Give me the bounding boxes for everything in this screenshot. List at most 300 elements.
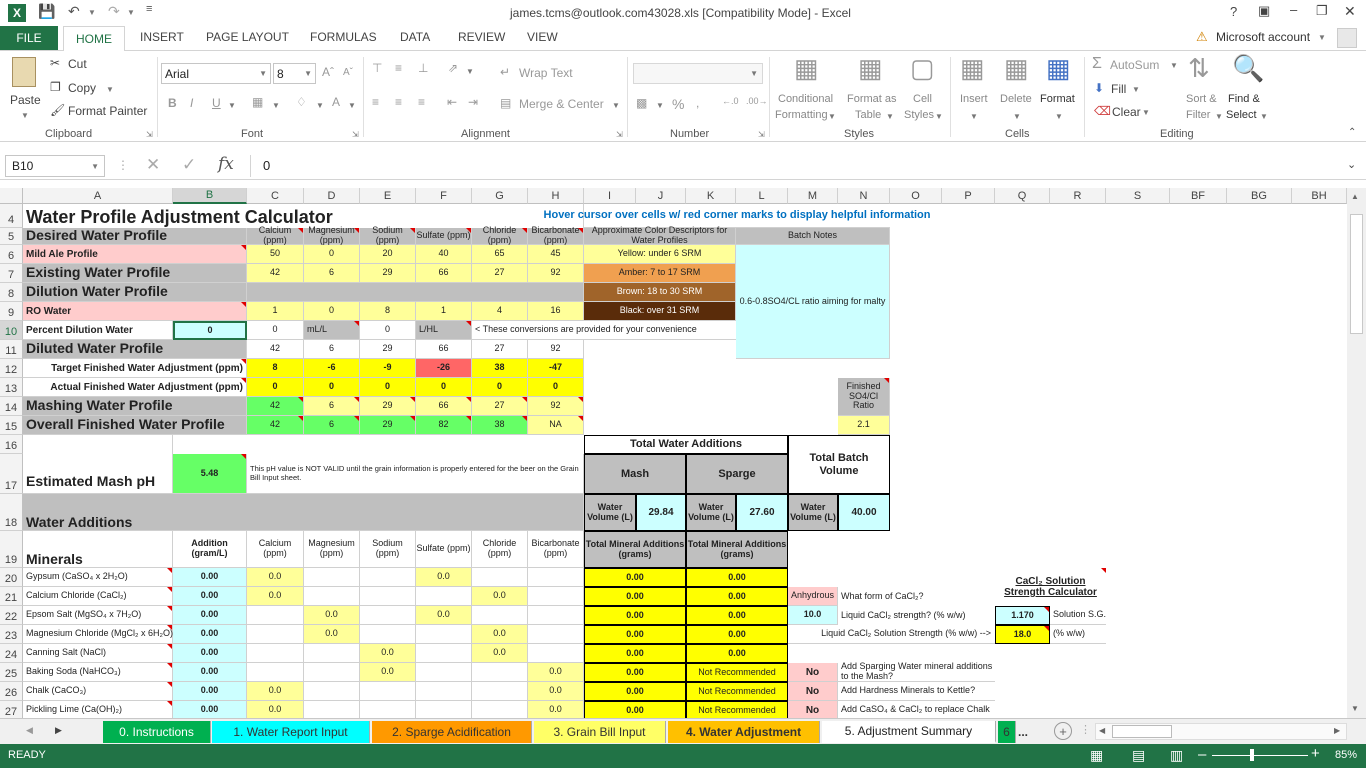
- option-no-toggle[interactable]: No: [788, 663, 838, 682]
- solution-sg-value[interactable]: 1.170: [995, 606, 1050, 625]
- column-header-n[interactable]: N: [838, 188, 890, 204]
- profile-value[interactable]: 27: [472, 340, 528, 359]
- row-header-27[interactable]: 27: [0, 701, 23, 720]
- mineral-addition-input[interactable]: 0.00: [173, 701, 247, 720]
- confirm-entry-icon[interactable]: ✓: [182, 155, 197, 174]
- mineral-sparge-total[interactable]: Not Recommended: [686, 701, 788, 720]
- close-icon[interactable]: ✕: [1344, 3, 1356, 19]
- font-launcher-icon[interactable]: ⇲: [352, 130, 359, 139]
- customize-toolbar-icon[interactable]: ≡: [146, 3, 153, 15]
- ion-header[interactable]: Sodium (ppm): [360, 531, 416, 568]
- profile-value[interactable]: 40: [416, 245, 472, 264]
- row-header-21[interactable]: 21: [0, 587, 23, 606]
- user-avatar-icon[interactable]: [1337, 28, 1357, 48]
- column-header-p[interactable]: P: [942, 188, 995, 204]
- tab-insert[interactable]: INSERT: [140, 30, 184, 44]
- mineral-ion-value[interactable]: [304, 682, 360, 701]
- column-header-g[interactable]: G: [472, 188, 528, 204]
- row-header-14[interactable]: 14: [0, 397, 23, 416]
- solution-strength-value[interactable]: 18.0: [995, 625, 1050, 644]
- fill-color-dropdown-icon[interactable]: ▼: [316, 101, 324, 110]
- fill-icon[interactable]: ⬇: [1094, 81, 1105, 95]
- sheet-tab-6[interactable]: 6: [998, 721, 1016, 743]
- undo-dropdown-icon[interactable]: ▼: [88, 8, 96, 17]
- copy-button[interactable]: Copy: [68, 81, 97, 95]
- tab-scroll-right-icon[interactable]: ▶: [55, 725, 62, 735]
- mineral-ion-value[interactable]: [247, 663, 304, 682]
- collapse-ribbon-icon[interactable]: ⌃: [1348, 127, 1357, 138]
- mineral-ion-value[interactable]: [247, 644, 304, 663]
- mineral-ion-value[interactable]: 0.0: [416, 606, 472, 625]
- cut-button[interactable]: Cut: [68, 57, 87, 71]
- cell-styles-icon[interactable]: ▢: [910, 53, 935, 83]
- number-launcher-icon[interactable]: ⇲: [758, 130, 765, 139]
- total-mineral-sparge-header[interactable]: Total Mineral Additions (grams): [686, 531, 788, 568]
- vertical-scroll-thumb[interactable]: [1350, 214, 1363, 334]
- clear-button[interactable]: Clear: [1112, 105, 1141, 119]
- mineral-mash-total[interactable]: 0.00: [584, 568, 686, 587]
- tab-formulas[interactable]: FORMULAS: [310, 30, 377, 44]
- format-as-table-label-1[interactable]: Format as: [847, 93, 897, 105]
- sheet-tab-4[interactable]: 4. Water Adjustment: [668, 721, 820, 743]
- minerals-header[interactable]: Minerals: [23, 531, 173, 568]
- mineral-ion-value[interactable]: [360, 625, 416, 644]
- column-header-bh[interactable]: BH: [1292, 188, 1347, 204]
- delete-cells-icon[interactable]: ▦: [1004, 53, 1029, 83]
- column-header-h[interactable]: H: [528, 188, 584, 204]
- conditional-formatting-icon[interactable]: ▦: [794, 53, 819, 83]
- zoom-slider-thumb[interactable]: [1250, 749, 1254, 761]
- sparge-volume-value[interactable]: 27.60: [736, 494, 788, 531]
- formula-input[interactable]: [250, 155, 1340, 177]
- more-sheets[interactable]: ...: [1018, 725, 1029, 739]
- page-title[interactable]: Water Profile Adjustment Calculator: [23, 204, 584, 228]
- tab-file[interactable]: FILE: [0, 26, 58, 50]
- mineral-ion-value[interactable]: [528, 606, 584, 625]
- redo-dropdown-icon[interactable]: ▼: [127, 8, 135, 17]
- mineral-name[interactable]: Chalk (CaCO₃): [23, 682, 173, 701]
- font-color-dropdown-icon[interactable]: ▼: [348, 101, 356, 110]
- column-header-j[interactable]: J: [636, 188, 686, 204]
- mashing-value[interactable]: 92: [528, 397, 584, 416]
- target-adjustment-value[interactable]: -9: [360, 359, 416, 378]
- row-header-22[interactable]: 22: [0, 606, 23, 625]
- mineral-ion-value[interactable]: [472, 568, 528, 587]
- sheet-tab-5[interactable]: 5. Adjustment Summary: [822, 721, 996, 743]
- format-painter-button[interactable]: Format Painter: [68, 104, 148, 118]
- row-header-15[interactable]: 15: [0, 416, 23, 435]
- page-layout-view-icon[interactable]: ▤: [1132, 747, 1146, 763]
- currency-icon[interactable]: ▩: [636, 96, 648, 110]
- conversion-unit[interactable]: mL/L: [304, 321, 360, 340]
- column-header-m[interactable]: M: [788, 188, 838, 204]
- column-header-b[interactable]: B: [173, 188, 247, 204]
- row-header-11[interactable]: 11: [0, 340, 23, 359]
- overall-value[interactable]: 42: [247, 416, 304, 435]
- actual-adjustment-value[interactable]: 0: [528, 378, 584, 397]
- borders-dropdown-icon[interactable]: ▼: [272, 101, 280, 110]
- mineral-sparge-total[interactable]: 0.00: [686, 625, 788, 644]
- section-diluted-profile[interactable]: Diluted Water Profile: [23, 340, 247, 359]
- mineral-ion-value[interactable]: 0.0: [528, 682, 584, 701]
- mineral-ion-value[interactable]: 0.0: [247, 682, 304, 701]
- cacl-form-select[interactable]: Anhydrous: [788, 587, 838, 606]
- scroll-down-icon[interactable]: ▼: [1351, 704, 1359, 713]
- minimize-icon[interactable]: –: [1290, 2, 1298, 17]
- mineral-ion-value[interactable]: 0.0: [416, 568, 472, 587]
- autosum-dropdown-icon[interactable]: ▼: [1170, 61, 1178, 70]
- mineral-ion-value[interactable]: 0.0: [247, 587, 304, 606]
- ion-header[interactable]: Sulfate (ppm): [416, 228, 472, 245]
- cut-icon[interactable]: ✂: [50, 56, 61, 70]
- format-as-table-dropdown-icon[interactable]: ▼: [886, 112, 894, 121]
- mineral-addition-input[interactable]: 0.00: [173, 625, 247, 644]
- page-break-view-icon[interactable]: ▥: [1170, 747, 1184, 763]
- hscroll-thumb[interactable]: [1112, 725, 1172, 738]
- align-top-icon[interactable]: ⊤: [372, 61, 383, 75]
- mineral-mash-total[interactable]: 0.00: [584, 644, 686, 663]
- sheet-tab-0[interactable]: 0. Instructions: [103, 721, 211, 743]
- delete-cells-button[interactable]: Delete: [1000, 93, 1032, 105]
- column-header-s[interactable]: S: [1106, 188, 1170, 204]
- actual-adjustment-value[interactable]: 0: [360, 378, 416, 397]
- zoom-in-icon[interactable]: +: [1311, 745, 1320, 762]
- profile-value[interactable]: 45: [528, 245, 584, 264]
- mineral-ion-value[interactable]: 0.0: [528, 663, 584, 682]
- color-descriptor-header[interactable]: Approximate Color Descriptors for Water Profiles: [584, 228, 736, 245]
- water-volume-label[interactable]: Water Volume (L): [584, 494, 636, 531]
- batch-notes-input[interactable]: 0.6-0.8SO4/CL ratio aiming for malty: [736, 245, 890, 359]
- formula-bar-handle-icon[interactable]: ⋮: [117, 158, 129, 172]
- clipboard-launcher-icon[interactable]: ⇲: [146, 130, 153, 139]
- sort-filter-icon[interactable]: ⇅: [1188, 53, 1210, 83]
- merge-center-icon[interactable]: ▤: [500, 96, 512, 110]
- mineral-sparge-total[interactable]: 0.00: [686, 606, 788, 625]
- column-header-l[interactable]: L: [736, 188, 788, 204]
- tab-review[interactable]: REVIEW: [458, 30, 506, 44]
- underline-icon[interactable]: U: [212, 96, 221, 110]
- format-as-table-label-2[interactable]: Table: [855, 109, 882, 121]
- tab-scroll-left-icon[interactable]: ◀: [26, 725, 33, 735]
- actual-adjustment-value[interactable]: 0: [416, 378, 472, 397]
- column-header-bf[interactable]: BF: [1170, 188, 1227, 204]
- insert-cells-button[interactable]: Insert: [960, 93, 988, 105]
- format-cells-button[interactable]: Format: [1040, 93, 1075, 105]
- mineral-ion-value[interactable]: 0.0: [304, 606, 360, 625]
- option-no-toggle[interactable]: No: [788, 701, 838, 720]
- mineral-ion-value[interactable]: [304, 587, 360, 606]
- column-header-k[interactable]: K: [686, 188, 736, 204]
- paste-button[interactable]: Paste: [10, 93, 41, 107]
- total-batch-volume-header[interactable]: Total Batch Volume: [788, 435, 890, 494]
- row-header-24[interactable]: 24: [0, 644, 23, 663]
- bold-icon[interactable]: B: [168, 96, 177, 110]
- wrap-text-icon[interactable]: ↵: [500, 65, 511, 79]
- zoom-out-icon[interactable]: –: [1198, 746, 1207, 763]
- mashing-value[interactable]: 66: [416, 397, 472, 416]
- profile-value[interactable]: 6: [304, 340, 360, 359]
- mineral-name[interactable]: Baking Soda (NaHCO₃): [23, 663, 173, 682]
- overall-value[interactable]: 6: [304, 416, 360, 435]
- column-header-r[interactable]: R: [1050, 188, 1106, 204]
- mineral-addition-input[interactable]: 0.00: [173, 682, 247, 701]
- column-header-c[interactable]: C: [247, 188, 304, 204]
- mineral-ion-value[interactable]: [472, 663, 528, 682]
- target-adjustment-value[interactable]: -6: [304, 359, 360, 378]
- hscroll-left-icon[interactable]: ◀: [1099, 726, 1106, 735]
- mineral-ion-value[interactable]: [416, 625, 472, 644]
- conditional-formatting-label-2[interactable]: Formatting: [775, 109, 828, 121]
- align-right-icon[interactable]: ≡: [418, 95, 426, 109]
- percent-dilution-input[interactable]: 0: [173, 321, 247, 340]
- ion-header[interactable]: Chloride (ppm): [472, 228, 528, 245]
- mineral-ion-value[interactable]: [304, 663, 360, 682]
- mineral-ion-value[interactable]: 0.0: [247, 568, 304, 587]
- column-header-e[interactable]: E: [360, 188, 416, 204]
- cancel-entry-icon[interactable]: ✕: [146, 155, 161, 174]
- profile-name-mild-ale[interactable]: Mild Ale Profile: [23, 245, 247, 264]
- mineral-ion-value[interactable]: [528, 587, 584, 606]
- profile-value[interactable]: 65: [472, 245, 528, 264]
- find-select-dropdown-icon[interactable]: ▼: [1260, 112, 1268, 121]
- actual-adjustment-value[interactable]: 0: [472, 378, 528, 397]
- tab-page-layout[interactable]: PAGE LAYOUT: [206, 30, 289, 44]
- mineral-name[interactable]: Magnesium Chloride (MgCl₂ x 6H₂O): [23, 625, 173, 644]
- overall-value[interactable]: NA: [528, 416, 584, 435]
- actual-adjustment-value[interactable]: 0: [304, 378, 360, 397]
- mineral-ion-value[interactable]: 0.0: [247, 701, 304, 720]
- ion-header[interactable]: Bicarbonate (ppm): [528, 531, 584, 568]
- mineral-sparge-total[interactable]: 0.00: [686, 568, 788, 587]
- delete-dropdown-icon[interactable]: ▼: [1013, 112, 1021, 121]
- row-header-8[interactable]: 8: [0, 283, 23, 302]
- autosum-icon[interactable]: Σ: [1092, 55, 1102, 72]
- overall-value[interactable]: 38: [472, 416, 528, 435]
- mineral-name[interactable]: Calcium Chloride (CaCl₂): [23, 587, 173, 606]
- row-header-4[interactable]: 4: [0, 204, 23, 228]
- mineral-ion-value[interactable]: 0.0: [472, 644, 528, 663]
- underline-dropdown-icon[interactable]: ▼: [228, 101, 236, 110]
- row-header-19[interactable]: 19: [0, 531, 23, 568]
- percent-icon[interactable]: %: [672, 96, 685, 112]
- section-overall-profile[interactable]: Overall Finished Water Profile: [23, 416, 247, 435]
- increase-decimal-icon[interactable]: ←.0: [722, 96, 739, 106]
- paste-icon[interactable]: [12, 57, 36, 87]
- profile-value[interactable]: 1: [247, 302, 304, 321]
- profile-value[interactable]: 0: [304, 245, 360, 264]
- column-header-i[interactable]: I: [584, 188, 636, 204]
- zoom-slider[interactable]: [1212, 755, 1308, 756]
- ion-header[interactable]: Calcium (ppm): [247, 531, 304, 568]
- sort-filter-label-1[interactable]: Sort &: [1186, 93, 1217, 105]
- mineral-ion-value[interactable]: [416, 587, 472, 606]
- mash-volume-value[interactable]: 29.84: [636, 494, 686, 531]
- conversion-value[interactable]: 0: [247, 321, 304, 340]
- finished-ratio-value[interactable]: 2.1: [838, 416, 890, 435]
- alignment-launcher-icon[interactable]: ⇲: [616, 130, 623, 139]
- column-header-a[interactable]: A: [23, 188, 173, 204]
- percent-dilution-label[interactable]: Percent Dilution Water: [23, 321, 173, 340]
- sheet-tab-2[interactable]: 2. Sparge Acidification: [372, 721, 532, 743]
- mineral-ion-value[interactable]: [472, 682, 528, 701]
- tab-split-handle-icon[interactable]: ⋮: [1080, 724, 1091, 736]
- find-select-icon[interactable]: 🔍: [1232, 53, 1265, 83]
- mineral-mash-total[interactable]: 0.00: [584, 701, 686, 720]
- actual-adjustment-value[interactable]: 0: [247, 378, 304, 397]
- mineral-sparge-total[interactable]: 0.00: [686, 644, 788, 663]
- mineral-addition-input[interactable]: 0.00: [173, 587, 247, 606]
- profile-value[interactable]: 92: [528, 340, 584, 359]
- tab-home[interactable]: HOME: [63, 26, 125, 51]
- row-header-25[interactable]: 25: [0, 663, 23, 682]
- section-mashing-profile[interactable]: Mashing Water Profile: [23, 397, 247, 416]
- mineral-addition-input[interactable]: 0.00: [173, 644, 247, 663]
- mineral-ion-value[interactable]: [416, 644, 472, 663]
- target-adjustment-label[interactable]: Target Finished Water Adjustment (ppm): [23, 359, 247, 378]
- water-volume-label[interactable]: Water Volume (L): [788, 494, 838, 531]
- paste-dropdown-icon[interactable]: ▼: [21, 111, 29, 120]
- orientation-dropdown-icon[interactable]: ▼: [466, 67, 474, 76]
- row-header-18[interactable]: 18: [0, 494, 23, 531]
- sort-filter-label-2[interactable]: Filter: [1186, 109, 1211, 121]
- mineral-mash-total[interactable]: 0.00: [584, 606, 686, 625]
- font-size-select[interactable]: [273, 63, 316, 84]
- sparge-header[interactable]: Sparge: [686, 454, 788, 494]
- redo-icon[interactable]: ↷: [108, 3, 120, 19]
- overall-value[interactable]: 29: [360, 416, 416, 435]
- row-header-5[interactable]: 5: [0, 228, 23, 245]
- profile-value[interactable]: 16: [528, 302, 584, 321]
- currency-dropdown-icon[interactable]: ▼: [656, 101, 664, 110]
- profile-value[interactable]: 42: [247, 340, 304, 359]
- vertical-scrollbar[interactable]: [1347, 188, 1366, 718]
- find-select-label-2[interactable]: Select: [1226, 109, 1257, 121]
- tab-data[interactable]: DATA: [400, 30, 431, 44]
- profile-name-ro-water[interactable]: RO Water: [23, 302, 247, 321]
- addition-header[interactable]: Addition (gram/L): [173, 531, 247, 568]
- ion-header[interactable]: Magnesium (ppm): [304, 228, 360, 245]
- autosum-button[interactable]: AutoSum: [1110, 58, 1160, 72]
- cell-styles-label-2[interactable]: Styles: [904, 109, 934, 121]
- mineral-ion-value[interactable]: 0.0: [304, 625, 360, 644]
- number-format-select[interactable]: [633, 63, 763, 84]
- actual-adjustment-label[interactable]: Actual Finished Water Adjustment (ppm): [23, 378, 247, 397]
- orientation-icon[interactable]: ⇗: [448, 61, 459, 75]
- align-bottom-icon[interactable]: ⊥: [418, 61, 429, 75]
- profile-value[interactable]: 0: [304, 302, 360, 321]
- ion-header[interactable]: Sulfate (ppm): [416, 531, 472, 568]
- row-header-16[interactable]: 16: [0, 435, 23, 454]
- borders-icon[interactable]: ▦: [252, 95, 264, 109]
- insert-dropdown-icon[interactable]: ▼: [970, 112, 978, 121]
- target-adjustment-value[interactable]: 38: [472, 359, 528, 378]
- mineral-addition-input[interactable]: 0.00: [173, 663, 247, 682]
- profile-value[interactable]: 50: [247, 245, 304, 264]
- mineral-ion-value[interactable]: [304, 644, 360, 663]
- ion-header[interactable]: Calcium (ppm): [247, 228, 304, 245]
- mineral-mash-total[interactable]: 0.00: [584, 587, 686, 606]
- help-icon[interactable]: ?: [1230, 4, 1238, 19]
- merge-center-button[interactable]: Merge & Center: [519, 97, 604, 111]
- normal-view-icon[interactable]: ▦: [1090, 747, 1104, 763]
- profile-value[interactable]: 29: [360, 264, 416, 283]
- italic-icon[interactable]: I: [190, 96, 194, 110]
- ion-header[interactable]: Chloride (ppm): [472, 531, 528, 568]
- column-header-d[interactable]: D: [304, 188, 360, 204]
- account-dropdown-icon[interactable]: ▼: [1318, 33, 1326, 42]
- save-icon[interactable]: 💾: [38, 3, 56, 19]
- align-left-icon[interactable]: ≡: [372, 95, 380, 109]
- select-all-corner[interactable]: [0, 188, 23, 204]
- mineral-ion-value[interactable]: [472, 606, 528, 625]
- mineral-mash-total[interactable]: 0.00: [584, 682, 686, 701]
- mineral-ion-value[interactable]: [247, 606, 304, 625]
- mineral-ion-value[interactable]: 0.0: [360, 663, 416, 682]
- profile-value[interactable]: 8: [360, 302, 416, 321]
- copy-dropdown-icon[interactable]: ▼: [106, 85, 114, 94]
- mineral-mash-total[interactable]: 0.00: [584, 663, 686, 682]
- row-header-9[interactable]: 9: [0, 302, 23, 321]
- cell-styles-label-1[interactable]: Cell: [913, 93, 932, 105]
- column-header-bg[interactable]: BG: [1227, 188, 1292, 204]
- mineral-ion-value[interactable]: [528, 644, 584, 663]
- increase-indent-icon[interactable]: ⇥: [468, 95, 479, 109]
- wrap-text-button[interactable]: Wrap Text: [519, 66, 573, 80]
- mashing-value[interactable]: 27: [472, 397, 528, 416]
- liquid-cacl-strength-input[interactable]: 10.0: [788, 606, 838, 625]
- section-dilution-profile[interactable]: Dilution Water Profile: [23, 283, 247, 302]
- mineral-ion-value[interactable]: [360, 682, 416, 701]
- mash-header[interactable]: Mash: [584, 454, 686, 494]
- profile-value[interactable]: 6: [304, 264, 360, 283]
- column-header-o[interactable]: O: [890, 188, 942, 204]
- section-existing-profile[interactable]: Existing Water Profile: [23, 264, 247, 283]
- sheet-tab-1[interactable]: 1. Water Report Input: [212, 721, 370, 743]
- mineral-name[interactable]: Canning Salt (NaCl): [23, 644, 173, 663]
- conditional-formatting-dropdown-icon[interactable]: ▼: [828, 112, 836, 121]
- batch-volume-value[interactable]: 40.00: [838, 494, 890, 531]
- sort-filter-dropdown-icon[interactable]: ▼: [1215, 112, 1223, 121]
- scroll-up-icon[interactable]: ▲: [1351, 192, 1359, 201]
- profile-value[interactable]: 29: [360, 340, 416, 359]
- profile-value[interactable]: 27: [472, 264, 528, 283]
- undo-icon[interactable]: ↶: [68, 3, 80, 19]
- zoom-level[interactable]: 85%: [1335, 749, 1358, 761]
- hscroll-right-icon[interactable]: ▶: [1334, 726, 1341, 735]
- row-header-23[interactable]: 23: [0, 625, 23, 644]
- profile-value[interactable]: 20: [360, 245, 416, 264]
- mineral-ion-value[interactable]: [247, 625, 304, 644]
- shrink-font-icon[interactable]: Aˇ: [343, 67, 353, 78]
- mineral-ion-value[interactable]: [360, 587, 416, 606]
- ion-header[interactable]: Magnesium (ppm): [304, 531, 360, 568]
- mineral-addition-input[interactable]: 0.00: [173, 606, 247, 625]
- row-header-10[interactable]: 10: [0, 321, 23, 340]
- profile-value[interactable]: 4: [472, 302, 528, 321]
- profile-value[interactable]: 1: [416, 302, 472, 321]
- finished-ratio-label[interactable]: Finished SO4/Cl Ratio: [838, 378, 890, 416]
- insert-cells-icon[interactable]: ▦: [960, 53, 985, 83]
- mineral-ion-value[interactable]: [416, 682, 472, 701]
- mineral-ion-value[interactable]: [360, 568, 416, 587]
- insert-function-icon[interactable]: fx: [218, 154, 234, 174]
- clear-dropdown-icon[interactable]: ▼: [1142, 108, 1150, 117]
- mashing-value[interactable]: 6: [304, 397, 360, 416]
- batch-notes-header[interactable]: Batch Notes: [736, 228, 890, 245]
- row-header-6[interactable]: 6: [0, 245, 23, 264]
- conversion-value[interactable]: 0: [360, 321, 416, 340]
- fill-dropdown-icon[interactable]: ▼: [1132, 85, 1140, 94]
